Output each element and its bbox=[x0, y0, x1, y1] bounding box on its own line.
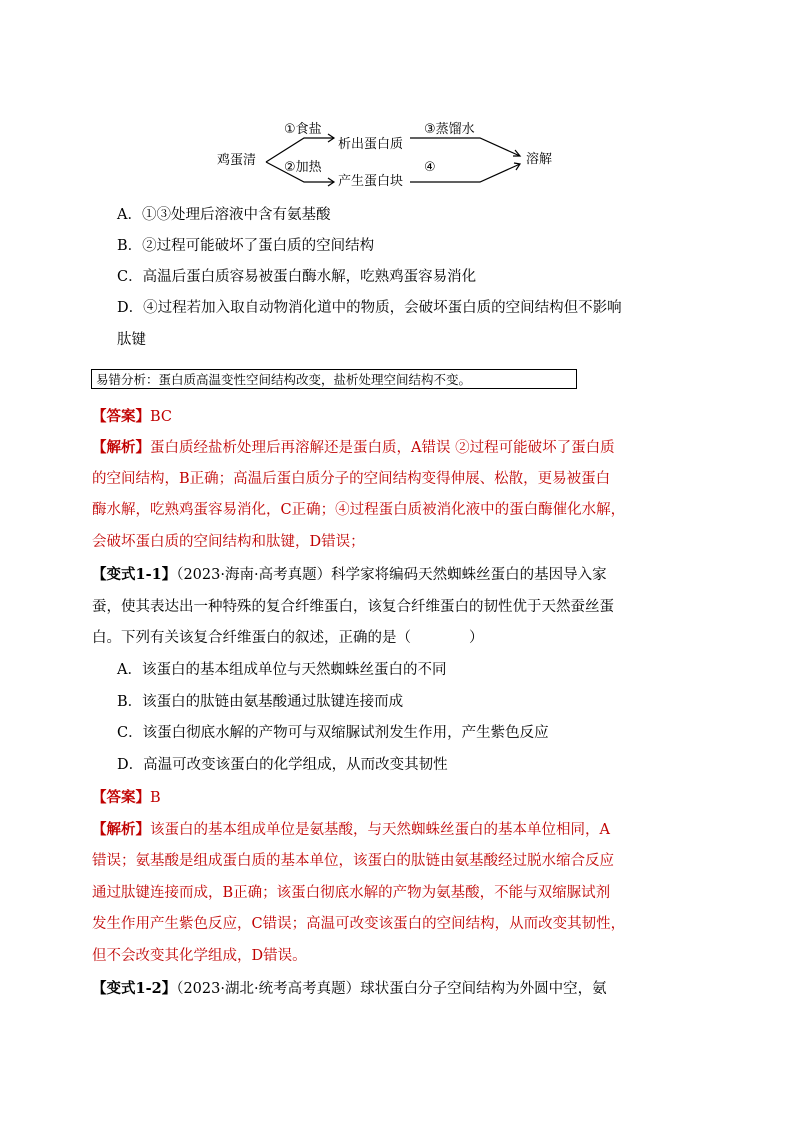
analysis-1-line-3: 酶水解，吃熟鸡蛋容易消化，C正确；④过程蛋白质被消化液中的蛋白酶催化水解， bbox=[92, 502, 626, 518]
variant-1-1-analysis-line-2: 错误；氨基酸是组成蛋白质的基本单位，该蛋白的肽链由氨基酸经过脱水缩合反应 bbox=[92, 853, 614, 869]
variant-1-1-analysis-line-3: 通过肽键连接而成，B正确；该蛋白彻底水解的产物为氨基酸，不能与双缩脲试剂 bbox=[92, 885, 611, 901]
variant-1-1-option-c: C．该蛋白彻底水解的产物可与双缩脲试剂发生作用，产生紫色反应 bbox=[117, 725, 549, 741]
variant-1-1-analysis-label: 【解析】 bbox=[92, 822, 150, 838]
variant-1-1-analysis-line-4: 发生作用产生紫色反应，C错误；高温可改变该蛋白的空间结构，从而改变其韧性， bbox=[92, 916, 626, 932]
answer-1 bbox=[92, 407, 172, 427]
variant-1-1-line-1 bbox=[92, 565, 607, 585]
option-b: B．②过程可能破坏了蛋白质的空间结构 bbox=[117, 238, 375, 254]
variant-1-1-source: （2023·海南·高考真题） bbox=[176, 567, 332, 583]
arrow-upper-1 bbox=[266, 138, 334, 162]
variant-1-1-answer-value: B bbox=[150, 790, 161, 806]
answer-value: BC bbox=[150, 409, 173, 425]
variant-1-1-label: 【变式1-1】 bbox=[92, 566, 177, 583]
answer-label: 【答案】 bbox=[92, 409, 150, 425]
diagram-step-water: ③蒸馏水 bbox=[424, 122, 475, 137]
variant-1-2-label: 【变式1-2】 bbox=[92, 980, 177, 997]
variant-1-1-answer-label: 【答案】 bbox=[92, 790, 150, 806]
diagram-step-heat: ②加热 bbox=[284, 160, 322, 175]
diagram-start-label: 鸡蛋清 bbox=[217, 153, 257, 168]
diagram-step-4: ④ bbox=[424, 160, 436, 175]
variant-1-1-option-d: D．高温可改变该蛋白的化学组成，从而改变其韧性 bbox=[117, 757, 448, 773]
variant-1-1-answer bbox=[92, 788, 161, 808]
arrow-upper-2 bbox=[410, 138, 520, 156]
variant-1-2-line-1 bbox=[92, 979, 607, 999]
error-analysis-box: 易错分析：蛋白质高温变性空间结构改变，盐析处理空间结构不变。 bbox=[91, 369, 577, 389]
diagram-upper-product: 析出蛋白质 bbox=[338, 137, 404, 152]
variant-1-1-option-a: A．该蛋白的基本组成单位与天然蜘蛛丝蛋白的不同 bbox=[117, 662, 447, 678]
diagram-step-salt: ①食盐 bbox=[284, 122, 322, 137]
option-d: D．④过程若加入取自动物消化道中的物质，会破坏蛋白质的空间结构但不影响 bbox=[117, 300, 622, 316]
diagram-lower-product: 产生蛋白块 bbox=[338, 174, 404, 189]
variant-1-2-source: （2023·湖北·统考高考真题） bbox=[176, 981, 361, 997]
analysis-1-line-2: 的空间结构，B正确；高温后蛋白质分子的空间结构变得伸展、松散，更易被蛋白 bbox=[92, 471, 611, 487]
option-c: C．高温后蛋白质容易被蛋白酶水解，吃熟鸡蛋容易消化 bbox=[117, 269, 477, 285]
variant-1-1-analysis-text-1: 该蛋白的基本组成单位是氨基酸，与天然蜘蛛丝蛋白的基本单位相同，A bbox=[150, 822, 610, 838]
variant-1-1-analysis-line-5: 但不会改变其化学组成，D错误。 bbox=[92, 948, 307, 964]
option-a: A．①③处理后溶液中含有氨基酸 bbox=[117, 207, 331, 223]
analysis-1-text-1: 蛋白质经盐析处理后再溶解还是蛋白质，A错误 ②过程可能破坏了蛋白质 bbox=[150, 440, 615, 456]
variant-1-1-line-3: 白。下列有关该复合纤维蛋白的叙述，正确的是（ ） bbox=[92, 630, 484, 646]
analysis-label: 【解析】 bbox=[92, 440, 150, 456]
diagram-end-label: 溶解 bbox=[526, 152, 553, 167]
analysis-1-line-4: 会破坏蛋白质的空间结构和肽键，D错误； bbox=[92, 534, 365, 550]
analysis-1-line-1 bbox=[92, 438, 615, 458]
option-d-continued: 肽键 bbox=[117, 332, 146, 348]
variant-1-1-analysis-line-1 bbox=[92, 820, 610, 840]
variant-1-1-option-b: B．该蛋白的肽链由氨基酸通过肽键连接而成 bbox=[117, 694, 404, 710]
variant-1-2-text: 球状蛋白分子空间结构为外圆中空，氨 bbox=[360, 981, 607, 997]
variant-1-1-line-2: 蚕，使其表达出一种特殊的复合纤维蛋白，该复合纤维蛋白的韧性优于天然蚕丝蛋 bbox=[92, 599, 614, 615]
variant-1-1-text-1: 科学家将编码天然蜘蛛丝蛋白的基因导入家 bbox=[331, 567, 607, 583]
protein-process-diagram bbox=[210, 114, 570, 194]
